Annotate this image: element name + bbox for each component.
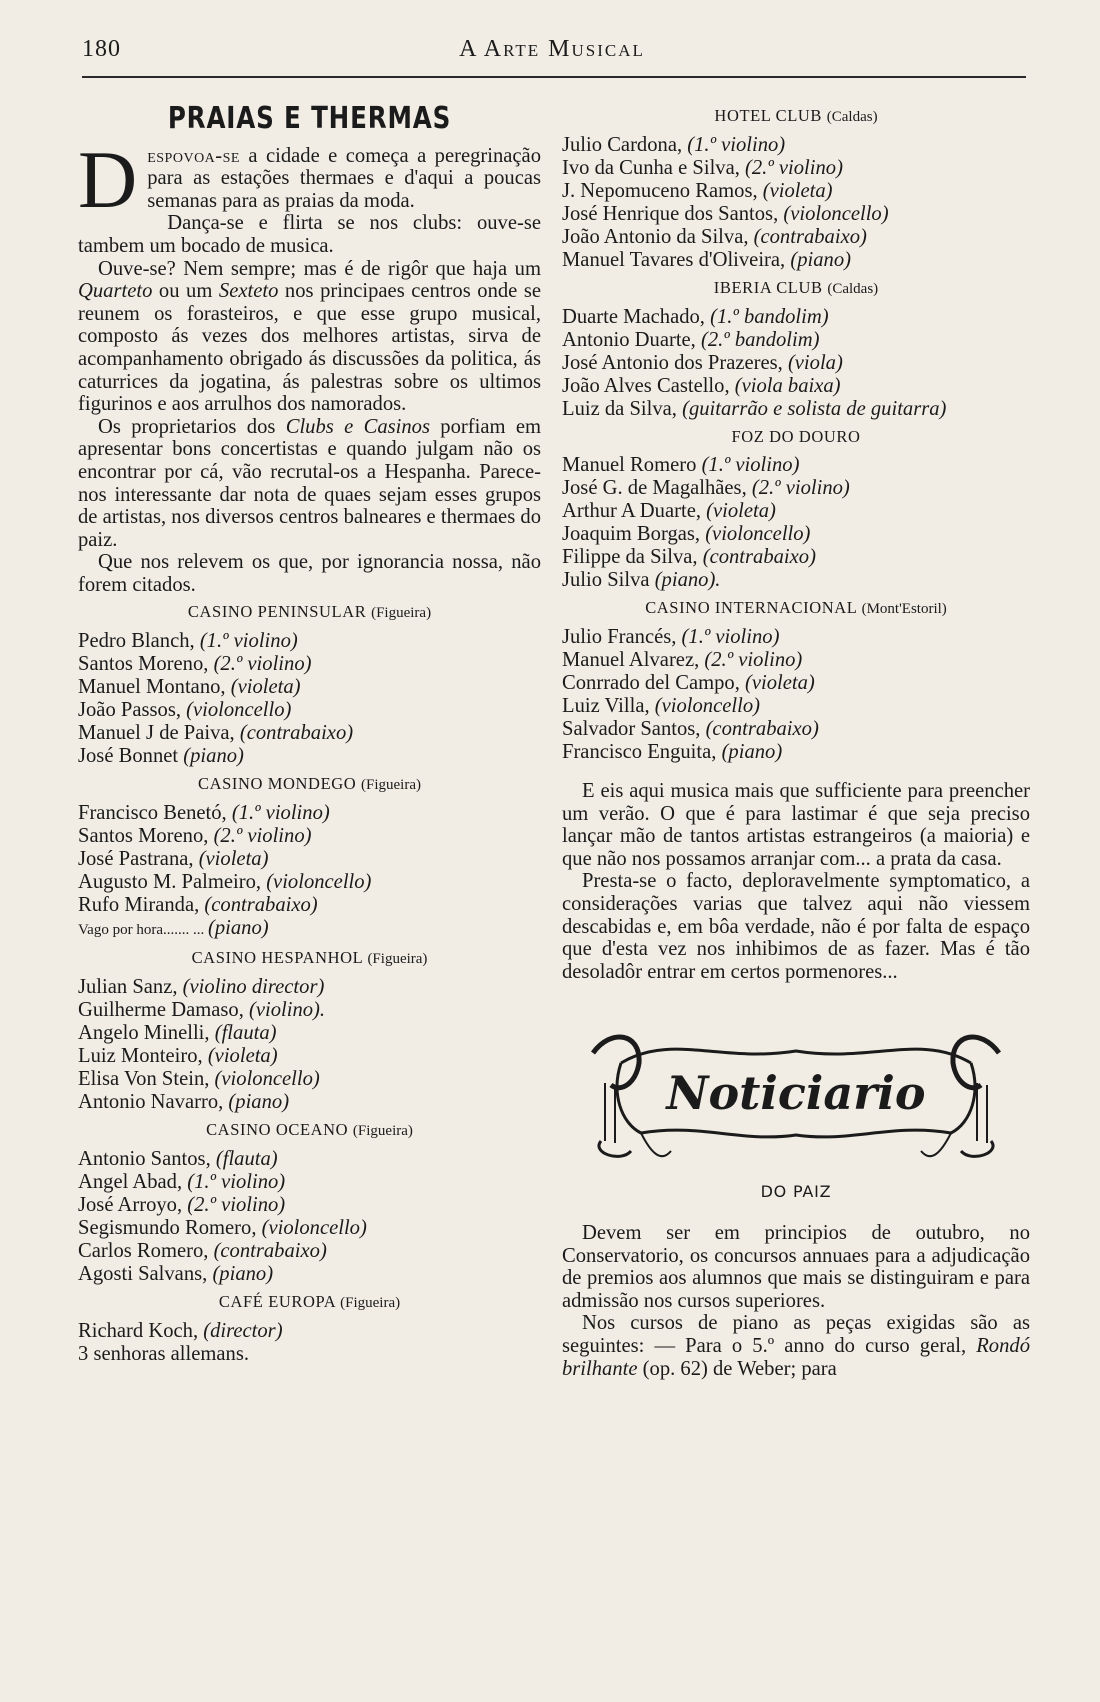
musician-instrument: (violeta) [230,676,301,699]
musician-name: Segismundo Romero, [78,1217,262,1240]
section-title [78,1119,541,1142]
roster-entry [562,375,1030,398]
musician-name: José Pastrana, [78,848,199,871]
roster-entry [562,477,1030,500]
news-p2-b: (op. 62) de Weber; para [637,1357,837,1380]
musician-name: Manuel Tavares d'Oliveira, [562,249,791,271]
musician-name: Luiz Villa, [562,695,655,717]
noticiario-banner [581,1023,1011,1173]
noticiario-title: Noticiario [666,1066,926,1121]
musician-name: Manuel Alvarez, [562,649,705,671]
roster-entry [562,569,1030,592]
section-place: (Figueira) [371,605,432,622]
right-column [562,100,1030,1380]
musician-name: Luiz da Silva, [562,398,683,420]
musician-instrument: (1.º bandolim) [710,306,829,328]
musician-instrument: (violeta) [198,848,269,871]
musician-name: Joaquim Borgas, [562,523,706,545]
journal-title: A Arte Musical [459,36,645,62]
roster-entry [78,676,541,699]
first-words: espovoa-se [147,144,240,167]
section-name: CASINO HESPANHOL [191,948,363,968]
roster-entry [562,249,1030,272]
section-place: (Figueira) [361,777,421,794]
musician-instrument: (2.º violino) [213,825,312,848]
musician-name: Angel Abad, [78,1171,188,1194]
roster-entry [78,1343,541,1366]
roster-entry [78,1320,541,1343]
roster-list [562,134,1030,272]
roster-entry [562,203,1030,226]
musician-name: Carlos Romero, [78,1240,214,1263]
musician-name: Angelo Minelli, [78,1022,215,1045]
roster-entry [562,741,1030,764]
musician-name: Francisco Benetó, [78,802,232,825]
roster-list [78,976,541,1114]
musician-instrument: (violoncello) [654,695,760,717]
musician-name: Manuel J de Paiva, [78,722,240,745]
section-title [78,1291,541,1314]
roster-entry [78,1022,541,1045]
news-paragraph-1: Devem ser em principios de outubro, no Conservatorio, os concursos annuaes para a adjudicação de premios aos alumnos que mais se distinguiram e para admissão nos cursos superiores. [562,1221,1030,1312]
musician-name: João Passos, [78,699,187,722]
musician-instrument: (violoncello) [186,699,292,722]
musician-instrument: (piano) [790,249,851,271]
musician-instrument: (viola baixa) [734,375,841,397]
spacer [562,764,1030,780]
roster-list [78,1148,541,1286]
musician-instrument: (violeta) [207,1045,278,1068]
left-roster-sections [78,601,541,1366]
intro-text: a cidade e começa a peregrinação para as estações thermaes e d'aqui a poucas semanas para as praias da moda. [147,144,541,212]
section-title [562,597,1030,620]
musician-instrument: (violino). [249,999,326,1022]
section-place: (Caldas) [827,281,879,297]
musician-name: José Henrique dos Santos, [562,203,784,225]
musician-instrument: (piano) [207,917,269,940]
left-column [78,100,541,1366]
musician-name: Vago por hora....... ... [78,922,208,939]
right-roster-sections [562,105,1030,764]
roster-entry [562,398,1030,421]
musician-instrument: (violeta) [762,180,833,202]
paragraph-2: Dança-se e flirta se nos clubs: ouve-se tambem um bocado de musica. [78,212,541,257]
section-place: (Caldas) [826,109,878,125]
musician-instrument: (2.º violino) [704,649,803,671]
roster-entry [562,352,1030,375]
roster-entry [78,802,541,825]
musician-instrument: (guitarrão e solista de guitarra) [682,398,947,420]
roster-entry [78,653,541,676]
p3-text-b: ou um [152,280,219,303]
musician-instrument: (2.º violino) [213,653,312,676]
roster-entry [562,695,1030,718]
musician-instrument: (contrabaixo) [753,226,867,248]
musician-instrument: (violino director) [182,976,325,999]
roster-entry [562,546,1030,569]
musician-name: José Arroyo, [78,1194,188,1217]
musician-instrument: (contrabaixo) [705,718,819,740]
roster-entry [78,1148,541,1171]
musician-instrument: (viola) [787,352,843,374]
roster-entry [562,226,1030,249]
musician-instrument: (violoncello) [214,1068,320,1091]
musician-name: Salvador Santos, [562,718,706,740]
roster-entry [562,718,1030,741]
roster-entry [562,649,1030,672]
musician-name: Francisco Enguita, [562,741,722,763]
musician-instrument: (contrabaixo) [702,546,816,568]
section-name: CASINO INTERNACIONAL [645,598,857,617]
musician-instrument: (director) [203,1320,283,1343]
musician-instrument: (piano). [654,569,721,591]
roster-entry [562,134,1030,157]
roster-entry [78,999,541,1022]
section-place: (Figueira) [340,1295,401,1312]
roster-entry [78,871,541,894]
roster-list [562,626,1030,764]
section-title [562,105,1030,128]
musician-instrument: (2.º violino) [745,157,843,179]
p3-text-a: Ouve-se? Nem sempre; mas é de rigôr que haja um [98,257,541,280]
roster-entry [562,180,1030,203]
musician-instrument: (2.º bandolim) [700,329,820,351]
musician-instrument: (piano) [183,745,244,768]
musician-name: João Alves Castello, [562,375,735,397]
section-title [78,601,541,624]
musician-name: José G. de Magalhães, [562,477,752,499]
roster-entry [562,454,1030,477]
musician-instrument: (violoncello) [266,871,372,894]
musician-name: José Antonio dos Prazeres, [562,352,788,374]
musician-instrument: (1.º violino) [681,626,780,648]
roster-list [78,802,541,942]
musician-name: J. Nepomuceno Ramos, [562,180,763,202]
musician-instrument: (piano) [721,741,783,763]
roster-entry [562,329,1030,352]
section-name: CASINO PENINSULAR [187,602,367,622]
p4-text-b: porfiam em apresentar bons concertistas e quando julgam não os encontrar por cá, vão recrutal-os a Hespanha. Parece-nos interessante dar nota de quaes sejam esses grupos de artistas, nos diversos centros balneares e thermaes do paiz. [78,415,541,551]
roster-entry [78,1068,541,1091]
musician-instrument: (piano) [212,1263,274,1286]
musician-name: Luiz Monteiro, [78,1045,208,1068]
roster-entry [562,523,1030,546]
musician-name: José Bonnet [78,745,184,768]
p4-text-a: Os proprietarios dos [98,415,286,438]
article-title: PRAIAS E THERMAS [167,101,452,136]
page-number: 180 [82,36,121,62]
musician-name: Agosti Salvans, [78,1263,213,1286]
roster-entry [78,976,541,999]
paragraph-3 [78,258,541,416]
musician-name: Santos Moreno, [78,653,214,676]
musician-name: 3 senhoras allemans. [78,1343,249,1366]
musician-name: Duarte Machado, [562,306,711,328]
section-name: CASINO MONDEGO [198,774,357,794]
roster-list [78,1320,541,1366]
roster-entry [78,894,541,917]
paragraph-5: Que nos relevem os que, por ignorancia nossa, não forem citados. [78,551,541,596]
musician-name: Filippe da Silva, [562,546,703,568]
musician-name: Ivo da Cunha e Silva, [562,157,746,179]
roster-entry [78,848,541,871]
section-name: FOZ DO DOURO [731,427,861,446]
musician-name: Pedro Blanch, [78,630,200,653]
roster-entry [78,699,541,722]
musician-instrument: (1.º violino) [687,134,786,156]
roster-entry [78,1194,541,1217]
section-name: CASINO OCEANO [206,1120,349,1140]
news-paragraph-2 [562,1312,1030,1380]
section-name: IBERIA CLUB [713,278,823,297]
roster-entry [562,306,1030,329]
roster-entry [562,626,1030,649]
musician-name: Julio Cardona, [562,134,688,156]
roster-entry [78,1240,541,1263]
musician-instrument: (2.º violino) [751,477,850,499]
section-name: CAFÉ EUROPA [218,1292,336,1312]
roster-entry [78,825,541,848]
musician-instrument: (piano) [228,1091,290,1114]
p3-quarteto: Quarteto [78,280,153,303]
musician-instrument: (contrabaixo) [204,894,318,917]
musician-name: Antonio Duarte, [562,329,701,351]
musician-name: Julian Sanz, [78,976,183,999]
roster-entry [78,1171,541,1194]
musician-instrument: (violoncello) [705,523,811,545]
roster-entry [78,1045,541,1068]
do-paiz-subtitle: DO PAIZ [760,1182,832,1202]
roster-entry [562,500,1030,523]
news-p2-rondo: Rondó brilhante [562,1334,1030,1380]
musician-instrument: (contrabaixo) [213,1240,327,1263]
musician-name: Augusto M. Palmeiro, [78,871,267,894]
p3-text-c: nos principaes centros onde se reunem os forasteiros, e que esse grupo musical, composto ás vezes dos melhores artistas, sirva de acompanhamento obrigado ás discussões da politica, ás caturrices da jogatina, ás palestras sobre os ultimos figurinos e aos arrulhos dos namorados. [78,280,541,416]
roster-entry [562,157,1030,180]
section-name: HOTEL CLUB [714,106,823,125]
musician-name: Rufo Miranda, [78,894,205,917]
roster-list [562,306,1030,421]
musician-name: João Antonio da Silva, [562,226,754,248]
roster-entry [78,1263,541,1286]
musician-instrument: (1.º violino) [231,802,330,825]
section-place: (Mont'Estoril) [861,601,947,617]
section-title [562,426,1030,448]
musician-instrument: (violoncello) [261,1217,367,1240]
musician-instrument: (contrabaixo) [239,722,354,745]
roster-entry [78,1091,541,1114]
section-title [78,773,541,796]
musician-name: Manuel Romero [562,454,702,476]
musician-instrument: (violeta) [745,672,815,694]
roster-list [78,630,541,768]
musician-instrument: (violoncello) [783,203,889,225]
musician-name: Antonio Santos, [78,1148,216,1171]
musician-name: Elisa Von Stein, [78,1068,215,1091]
musician-name: Conrrado del Campo, [562,672,746,694]
section-title [78,947,541,970]
section-place: (Figueira) [367,951,428,968]
musician-instrument: (1.º violino) [701,454,800,476]
running-head [82,36,1022,68]
roster-entry [562,672,1030,695]
closing-paragraph-2: Presta-se o facto, deploravelmente symptomatico, a considerações varias que talvez aqui não viessem descabidas e, em bôa verdade, não é por falta de espaço que d'esta vez nos inhibimos de as fazer. Mas é tão desoladôr entrar em certos pormenores... [562,870,1030,983]
roster-entry [78,1217,541,1240]
musician-instrument: (flauta) [215,1148,278,1171]
musician-instrument: (2.º violino) [187,1194,286,1217]
section-title [562,277,1030,300]
roster-entry [78,722,541,745]
musician-instrument: (flauta) [214,1022,277,1045]
drop-cap: D [78,133,138,225]
section-place: (Figueira) [352,1123,413,1140]
musician-name: Santos Moreno, [78,825,214,848]
musician-name: Julio Francés, [562,626,682,648]
musician-name: Julio Silva [562,569,655,591]
intro-paragraph [78,133,541,225]
p3-sexteto: Sexteto [218,280,279,303]
musician-instrument: (1.º violino) [187,1171,286,1194]
musician-instrument: (violeta) [706,500,776,522]
header-rule [82,76,1026,78]
roster-entry [78,630,541,653]
musician-name: Antonio Navarro, [78,1091,229,1114]
paragraph-4 [78,416,541,552]
roster-entry [78,745,541,768]
musician-name: Manuel Montano, [78,676,231,699]
closing-paragraph-1: E eis aqui musica mais que sufficiente para preencher um verão. O que é para lastimar é que seja preciso lançar mão de tantos artistas estrangeiros (a maioria) e que não nos possamos arranjar com... a prata da casa. [562,780,1030,870]
musician-name: Arthur A Duarte, [562,500,707,522]
p4-clubs: Clubs e Casinos [285,415,430,438]
roster-entry [78,917,541,942]
roster-list [562,454,1030,592]
news-p2-a: Nos cursos de piano as peças exigidas são as seguintes: — Para o 5.º anno do curso geral, [562,1312,1030,1357]
musician-instrument: (1.º violino) [199,630,298,653]
musician-name: Richard Koch, [78,1320,204,1343]
musician-name: Guilherme Damaso, [78,999,249,1022]
